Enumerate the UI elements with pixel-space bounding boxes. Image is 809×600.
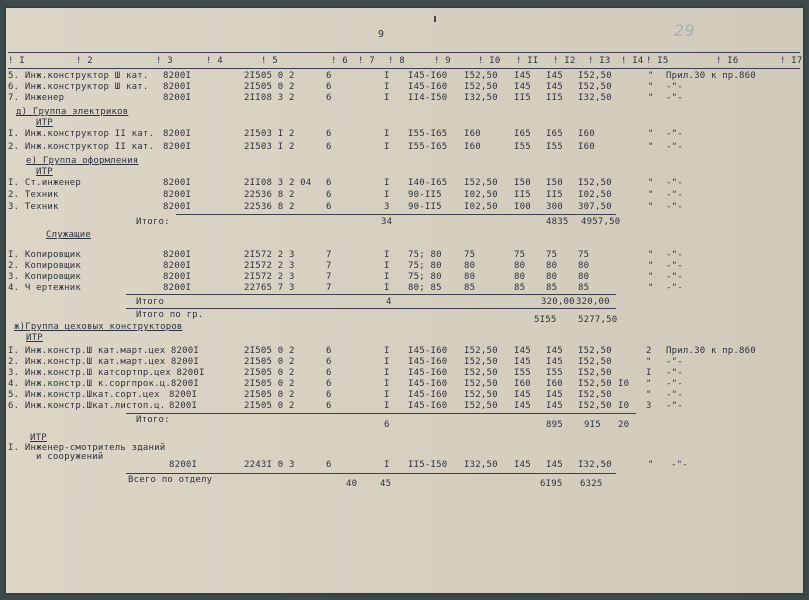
row-s1-cell-rate: 75 [464,250,476,260]
row-s1-cell-rate2: 75 [514,250,526,260]
row-e1-cell-qty: I [384,178,390,188]
row-z3-cell-range: I45-I60 [408,368,448,378]
total1-qty: 34 [381,217,393,227]
total3-sum: 5I55 [534,315,557,325]
row-z2-cell-cat: 6 [326,357,332,367]
row-e3-cell-mark: " [648,202,654,212]
row-s1-cell-code: 8200I [163,250,192,260]
total2-rule [126,294,616,295]
row-d1-cell-tot: I65 [546,129,563,139]
row-e3-cell-rate: I02,50 [464,202,498,212]
total1-sum2: 4957,50 [581,217,621,227]
row-e1-cell-okpd: 2II08 3 2 04 [244,178,312,188]
row-l1-cell-rate: I32,50 [464,460,498,470]
row-e2-cell-mark: " [648,190,654,200]
row-e2-cell-code: 8200I [163,190,192,200]
document-sheet [6,8,803,593]
row-z4-cell-mark: " [646,379,652,389]
row-l1-cell-mark: " [648,460,654,470]
row-e3-cell-tot2: 307,50 [578,202,612,212]
row-e1-cell-note: -"- [666,178,683,188]
row-z4-cell-range: I45-I60 [408,379,448,389]
total1-label: Итого: [136,217,170,227]
row-z4-cell-okpd: 2I505 0 2 [244,379,295,389]
row-z3-cell-rate2: I55 [514,368,531,378]
row-7-cell-name: 7. Инженер [8,93,65,103]
row-s4-cell-cat: 7 [326,283,332,293]
row-z4-cell-tot: I60 [546,379,563,389]
row-z3-cell-qty: I [384,368,390,378]
column-header-16: ! I6 [716,56,739,66]
row-7-cell-code: 8200I [163,93,192,103]
row-s3-cell-rate: 80 [464,272,476,282]
row-z4-cell-qty: I [384,379,390,389]
total3-label: Итого по гр. [136,310,204,320]
row-d2-cell-mark: " [648,142,654,152]
row-s1-cell-mark: " [648,250,654,260]
row-z2-cell-note: -"- [666,357,683,367]
row-5-cell-tot: I45 [546,71,563,81]
row-z6-cell-mark: 3 [646,401,652,411]
section-d-title: д) Группа электриков [16,107,129,117]
row-z6-cell-tot: I45 [546,401,563,411]
column-header-3: ! 3 [156,56,173,66]
row-s2-cell-note: -"- [666,261,683,271]
row-z6-cell-rate2: I45 [514,401,531,411]
row-l1-cell-okpd: 2243I 0 3 [244,460,295,470]
row-7-cell-rate: I32,50 [464,93,498,103]
section-e-title: е) Группа оформления [26,156,139,166]
row-s3-cell-range: 75; 80 [408,272,442,282]
row-s2-cell-code: 8200I [163,261,192,271]
row-s4-cell-rate2: 85 [514,283,526,293]
column-header-9: ! 9 [434,56,451,66]
row-s2-cell-name: 2. Копировщик [8,261,82,271]
row-z3-cell-rate: I52,50 [464,368,498,378]
row-z6-cell-extra: I0 [618,401,630,411]
row-z6-cell-name: 6. Инж.констр.Шкат.листоп.ц. [8,401,166,411]
row-l1-cell-cat: 6 [326,460,332,470]
column-header-13: ! I3 [588,56,611,66]
row-s2-cell-tot: 80 [546,261,558,271]
row-e1-cell-code: 8200I [163,178,192,188]
row-e3-cell-tot: 300 [546,202,563,212]
total4-rule [126,413,636,414]
row-z2-cell-tot2: I52,50 [578,357,612,367]
row-z2-cell-rate2: I45 [514,357,531,367]
row-e2-cell-rate2: II5 [514,190,531,200]
section-last-itr: ИТР [30,433,47,443]
row-d2-cell-qty: I [384,142,390,152]
row-5-cell-mark: " [648,71,654,81]
row-z5-cell-rate2: I45 [514,390,531,400]
row-e1-cell-rate: I52,50 [464,178,498,188]
total4-sum2: 9I5 [584,420,601,430]
row-l1-cell-qty: I [384,460,390,470]
row-e1-cell-cat: 6 [326,178,332,188]
row-z6-cell-cat: 6 [326,401,332,411]
row-s1-cell-qty: I [384,250,390,260]
row-s2-cell-tot2: 80 [578,261,590,271]
row-z6-cell-range: I45-I60 [408,401,448,411]
row-s2-cell-okpd: 2I572 2 3 [244,261,295,271]
row-z5-cell-name: 5. Инж.констр.Шкат.сорт.цех [8,390,160,400]
row-d2-cell-rate: I60 [464,142,481,152]
row-d2-cell-name: 2. Инж.конструктор II кат. [8,142,155,152]
row-d1-cell-rate2: I65 [514,129,531,139]
column-header-4: ! 4 [206,56,223,66]
row-z4-cell-tot2: I52,50 [578,379,612,389]
row-6-cell-qty: I [384,82,390,92]
row-e3-cell-note: -"- [666,202,683,212]
row-z5-cell-tot: I45 [546,390,563,400]
row-s1-cell-range: 75; 80 [408,250,442,260]
column-header-17: ! I7 [780,56,803,66]
row-e2-cell-okpd: 22536 8 2 [244,190,295,200]
row-e1-cell-range: I40-I65 [408,178,448,188]
column-header-11: ! II [516,56,539,66]
row-5-cell-rate: I52,50 [464,71,498,81]
row-6-cell-mark: " [648,82,654,92]
grand-qty: 45 [380,479,392,489]
column-header-12: ! I2 [553,56,576,66]
row-z1-cell-cat: 6 [326,346,332,356]
row-s3-cell-okpd: 2I572 2 3 [244,272,295,282]
row-s1-cell-name: I. Копировщик [8,250,82,260]
grand-col7: 40 [346,479,358,489]
row-e2-cell-name: 2. Техник [8,190,59,200]
row-l1-cell-rate2: I45 [514,460,531,470]
row-7-cell-qty: I [384,93,390,103]
row-5-cell-code: 8200I [163,71,192,81]
row-e3-cell-name: 3. Техник [8,202,59,212]
row-e3-cell-qty: 3 [384,202,390,212]
row-d1-cell-note: -"- [666,129,683,139]
row-s4-cell-qty: I [384,283,390,293]
row-z1-cell-qty: I [384,346,390,356]
row-d1-cell-mark: " [648,129,654,139]
section-e-itr: ИТР [36,167,53,177]
row-6-cell-range: I45-I60 [408,82,448,92]
row-z4-cell-note: -"- [666,379,683,389]
row-s4-cell-note: -"- [666,283,683,293]
row-s4-cell-name: 4. Ч ертежник [8,283,82,293]
row-s3-cell-mark: " [648,272,654,282]
row-l1-cell-note: -"- [671,460,688,470]
row-z1-cell-name: I. Инж.констр.Ш кат.март.цех 8200I [8,346,200,356]
total4-extra: 20 [618,420,630,430]
row-e3-cell-cat: 6 [326,202,332,212]
row-z6-cell-code: 8200I [169,401,198,411]
row-e1-cell-rate2: I50 [514,178,531,188]
row-z5-cell-rate: I52,50 [464,390,498,400]
row-s2-cell-rate2: 80 [514,261,526,271]
row-s4-cell-tot: 85 [546,283,558,293]
row-z1-cell-tot: I45 [546,346,563,356]
row-6-cell-okpd: 2I505 0 2 [244,82,295,92]
row-z4-cell-extra: I0 [618,379,630,389]
total4-sum: 895 [546,420,563,430]
row-z3-cell-tot: I55 [546,368,563,378]
row-z1-cell-range: I45-I60 [408,346,448,356]
row-z1-cell-rate2: I45 [514,346,531,356]
row-z2-cell-name: 2. Инж.констр.Ш кат.март.цех 8200I [8,357,200,367]
row-s1-cell-tot: 75 [546,250,558,260]
row-d2-cell-tot: I55 [546,142,563,152]
row-7-cell-tot2: I32,50 [578,93,612,103]
row-d2-cell-range: I55-I65 [408,142,448,152]
row-d1-cell-tot2: I60 [578,129,595,139]
row-d1-cell-name: I. Инж.конструктор II кат. [8,129,155,139]
row-s1-cell-tot2: 75 [578,250,590,260]
row-e2-cell-tot: II5 [546,190,563,200]
total4-qty: 6 [384,420,390,430]
row-z3-cell-mark: I [646,368,652,378]
total3-sum2: 5277,50 [578,315,618,325]
row-5-cell-tot2: I52,50 [578,71,612,81]
row-l1-cell-code: 8200I [169,460,198,470]
row-z2-cell-range: I45-I60 [408,357,448,367]
row-s3-cell-code: 8200I [163,272,192,282]
row-z3-cell-okpd: 2I505 0 2 [244,368,295,378]
row-d2-cell-note: -"- [666,142,683,152]
row-s2-cell-mark: " [648,261,654,271]
row-e3-cell-range: 90-II5 [408,202,442,212]
row-5-cell-rate2: I45 [514,71,531,81]
grand-sum: 6I95 [540,479,563,489]
row-e1-cell-name: I. Ст.инженер [8,178,82,188]
grand-sum2: 6325 [580,479,603,489]
row-s2-cell-rate: 80 [464,261,476,271]
total3-rule [126,308,616,309]
row-s3-cell-qty: I [384,272,390,282]
row-d1-cell-range: I55-I65 [408,129,448,139]
total2-sum2: 320,00 [576,297,610,307]
row-s4-cell-code: 8200I [163,283,192,293]
row-s3-cell-cat: 7 [326,272,332,282]
header-rule-top [8,52,800,53]
row-d1-cell-code: 8200I [163,129,192,139]
row-z3-cell-name: 3. Инж.констр.Ш катсортпр.цех 8200I [8,368,205,378]
column-header-6: ! 6 [331,56,348,66]
section-zh-title: ж)Группа цеховых конструкторов [14,322,183,332]
row-z5-cell-tot2: I52,50 [578,390,612,400]
row-z4-cell-name: 4. Инж.констр.Ш к.соргпрок.ц.8200I [8,379,200,389]
row-z5-cell-mark: " [646,390,652,400]
row-z5-cell-note: -"- [666,390,683,400]
page-number: 9 [378,29,385,40]
row-6-cell-rate: I52,50 [464,82,498,92]
row-e2-cell-qty: I [384,190,390,200]
row-z5-cell-okpd: 2I505 0 2 [244,390,295,400]
row-s2-cell-cat: 7 [326,261,332,271]
row-d1-cell-cat: 6 [326,129,332,139]
row-5-cell-range: I45-I60 [408,71,448,81]
row-e3-cell-okpd: 22536 8 2 [244,202,295,212]
row-z5-cell-cat: 6 [326,390,332,400]
total1-sum: 4835 [546,217,569,227]
row-z6-cell-note: -"- [666,401,683,411]
column-header-7: ! 7 [358,56,375,66]
row-7-cell-tot: II5 [546,93,563,103]
row-s3-cell-rate2: 80 [514,272,526,282]
row-7-cell-rate2: II5 [514,93,531,103]
row-e1-cell-tot2: I52,50 [578,178,612,188]
column-header-2: ! 2 [76,56,93,66]
column-header-5: ! 5 [261,56,278,66]
row-s1-cell-cat: 7 [326,250,332,260]
row-z3-cell-note: -"- [666,368,683,378]
row-7-cell-okpd: 2II08 3 2 [244,93,295,103]
total2-qty: 4 [386,297,392,307]
row-z5-cell-range: I45-I60 [408,390,448,400]
row-z6-cell-okpd: 2I505 0 2 [244,401,295,411]
row-s4-cell-okpd: 22765 7 3 [244,283,295,293]
column-header-15: ! I5 [646,56,669,66]
row-d2-cell-code: 8200I [163,142,192,152]
row-z1-cell-tot2: I52,50 [578,346,612,356]
pencil-folio: 29 [674,21,695,40]
row-s1-cell-okpd: 2I572 2 3 [244,250,295,260]
row-d2-cell-cat: 6 [326,142,332,152]
row-s2-cell-range: 75; 80 [408,261,442,271]
row-6-cell-tot: I45 [546,82,563,92]
row-z2-cell-qty: I [384,357,390,367]
total1-rule [176,214,616,215]
row-s3-cell-name: 3. Копировщик [8,272,82,282]
row-s1-cell-note: -"- [666,250,683,260]
row-e3-cell-code: 8200I [163,202,192,212]
row-z2-cell-tot: I45 [546,357,563,367]
section-d-itr: ИТР [36,118,53,128]
row-6-cell-cat: 6 [326,82,332,92]
row-l1-name-line2: и сооружений [36,452,104,462]
row-e2-cell-range: 90-II5 [408,190,442,200]
row-s4-cell-range: 80; 85 [408,283,442,293]
row-z4-cell-rate: I52,50 [464,379,498,389]
row-s2-cell-qty: I [384,261,390,271]
row-5-cell-okpd: 2I505 0 2 [244,71,295,81]
row-z6-cell-tot2: I52,50 [578,401,612,411]
row-d2-cell-okpd: 2I503 I 2 [244,142,295,152]
row-d2-cell-tot2: I60 [578,142,595,152]
row-z3-cell-cat: 6 [326,368,332,378]
row-d2-cell-rate2: I55 [514,142,531,152]
row-e2-cell-cat: 6 [326,190,332,200]
row-z3-cell-tot2: I52,50 [578,368,612,378]
row-s4-cell-tot2: 85 [578,283,590,293]
row-s4-cell-mark: " [648,283,654,293]
row-l1-name-line1: I. Инженер-смотритель зданий [8,443,166,453]
section-zh-itr: ИТР [26,333,43,343]
row-e1-cell-tot: I50 [546,178,563,188]
row-z2-cell-mark: " [646,357,652,367]
row-s3-cell-tot2: 80 [578,272,590,282]
row-5-cell-note: Прил.30 к пр.860 [666,71,756,81]
row-5-cell-name: 5. Инж.конструктор Ш кат. [8,71,149,81]
row-z1-cell-okpd: 2I505 0 2 [244,346,295,356]
row-e2-cell-tot2: I02,50 [578,190,612,200]
row-6-cell-tot2: I52,50 [578,82,612,92]
column-header-1: ! I [8,56,25,66]
total4-label: Итого: [136,415,170,425]
row-z1-cell-note: Прил.30 к пр.860 [666,346,756,356]
punch-mark [434,16,436,22]
row-d1-cell-rate: I60 [464,129,481,139]
column-header-8: ! 8 [388,56,405,66]
row-s4-cell-rate: 85 [464,283,476,293]
total2-label: Итого [136,297,165,307]
row-7-cell-cat: 6 [326,93,332,103]
row-z2-cell-rate: I52,50 [464,357,498,367]
row-l1-cell-tot: I45 [546,460,563,470]
row-d1-cell-qty: I [384,129,390,139]
row-z6-cell-qty: I [384,401,390,411]
row-6-cell-rate2: I45 [514,82,531,92]
row-e1-cell-mark: " [648,178,654,188]
row-z2-cell-okpd: 2I505 0 2 [244,357,295,367]
row-l1-cell-tot2: I32,50 [578,460,612,470]
row-7-cell-note: -"- [666,93,683,103]
row-s3-cell-note: -"- [666,272,683,282]
row-z1-cell-mark: 2 [646,346,652,356]
row-s3-cell-tot: 80 [546,272,558,282]
section-employees-title: Служащие [46,230,91,240]
grand-rule [126,473,616,474]
row-z5-cell-qty: I [384,390,390,400]
grand-label: Всего по отделу [128,475,213,485]
row-z4-cell-cat: 6 [326,379,332,389]
row-6-cell-code: 8200I [163,82,192,92]
row-z1-cell-rate: I52,50 [464,346,498,356]
row-d1-cell-okpd: 2I503 I 2 [244,129,295,139]
row-e3-cell-rate2: I00 [514,202,531,212]
row-6-cell-name: 6. Инж.конструктор Ш кат. [8,82,149,92]
column-header-10: ! I0 [478,56,501,66]
row-e2-cell-rate: I02,50 [464,190,498,200]
total2-sum: 320,00 [541,297,575,307]
row-z4-cell-rate2: I60 [514,379,531,389]
row-6-cell-note: -"- [666,82,683,92]
row-7-cell-mark: " [648,93,654,103]
row-l1-cell-range: II5-I50 [408,460,448,470]
header-rule-bottom [8,68,800,69]
row-5-cell-qty: I [384,71,390,81]
row-z5-cell-code: 8200I [169,390,198,400]
row-7-cell-range: II4-I50 [408,93,448,103]
row-e2-cell-note: -"- [666,190,683,200]
row-5-cell-cat: 6 [326,71,332,81]
column-header-14: ! I4 [621,56,644,66]
row-z6-cell-rate: I52,50 [464,401,498,411]
